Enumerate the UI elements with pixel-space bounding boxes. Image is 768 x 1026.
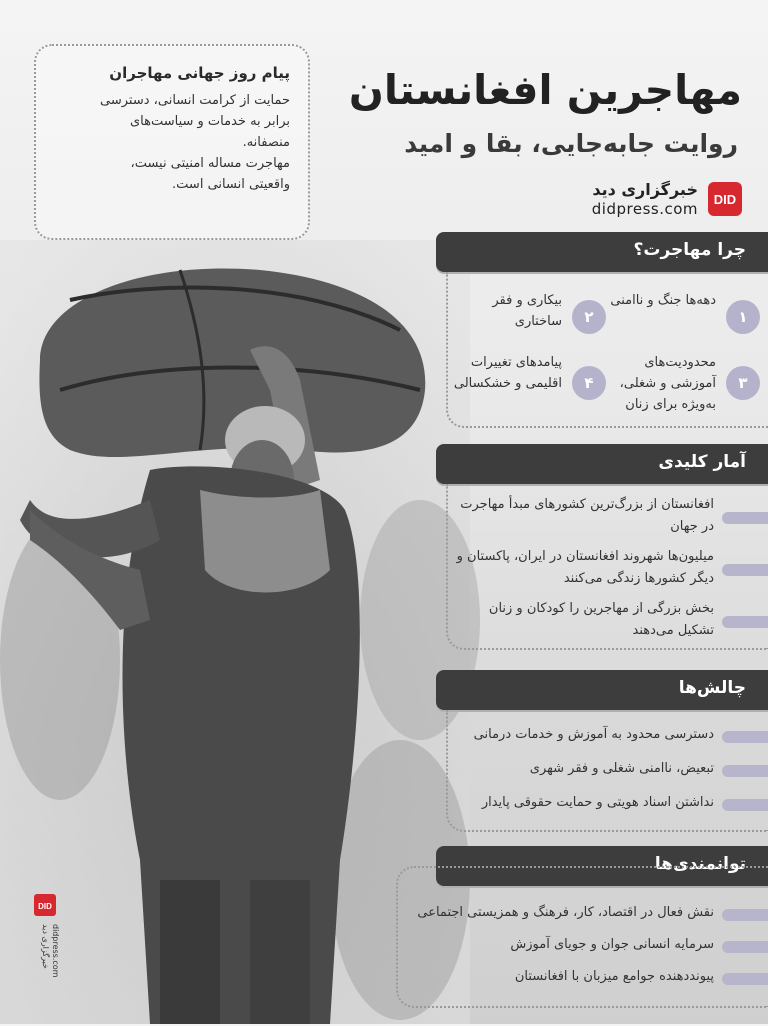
item-bar	[722, 909, 768, 921]
reason-item	[446, 290, 606, 354]
item-bar	[722, 941, 768, 953]
stat-item	[446, 598, 768, 644]
reason-item	[446, 352, 606, 416]
section-challenges-header	[436, 670, 768, 710]
item-bar	[722, 564, 768, 576]
section-capacities-title: توانمندی‌ها	[654, 854, 746, 874]
challenge-text: تبعیض، ناامنی شغلی و فقر شهری	[529, 761, 714, 776]
reason-text: بیکاری و فقر ساختاری	[492, 293, 562, 329]
message-line: مهاجرت مساله امنیتی نیست،	[130, 156, 290, 171]
section-stats-title: آمار کلیدی	[658, 452, 746, 472]
logo-site: didpress.com	[591, 200, 698, 218]
challenge-text: نداشتن اسناد هویتی و حمایت حقوقی پایدار	[481, 795, 714, 810]
reason-text: محدودیت‌های آموزشی و شغلی، به‌ویژه برای زنان	[619, 355, 716, 412]
did-badge-icon	[708, 182, 742, 216]
stat-item	[446, 546, 768, 592]
capacity-item	[398, 902, 768, 928]
challenge-text: دسترسی محدود به آموزش و خدمات درمانی	[473, 727, 714, 742]
page-title: مهاجرین افغانستان	[348, 66, 742, 114]
capacity-item	[398, 966, 768, 992]
svg-text:خبرگزاری دید: خبرگزاری دید	[41, 924, 50, 969]
section-challenges-title: چالش‌ها	[678, 678, 746, 698]
capacity-item	[398, 934, 768, 960]
message-line: واقعیتی انسانی است.	[172, 177, 290, 192]
challenge-item	[446, 792, 768, 818]
reason-text: دهه‌ها جنگ و ناامنی	[610, 293, 716, 308]
section-why-title: چرا مهاجرت؟	[633, 240, 746, 260]
stat-text: بخش بزرگی از مهاجرین را کودکان و زنان تشکیل می‌دهند	[488, 601, 714, 638]
capacity-text: سرمایه انسانی جوان و جویای آموزش	[510, 937, 714, 952]
message-line: منصفانه.	[242, 135, 290, 150]
capacity-text: نقش فعال در اقتصاد، کار، فرهنگ و همزیستی اجتماعی	[417, 905, 714, 920]
reason-number: ۲	[572, 300, 606, 334]
page-subtitle: روایت جابه‌جایی، بقا و امید	[404, 129, 738, 158]
message-title: پیام روز جهانی مهاجران	[109, 64, 290, 82]
logo-name: خبرگزاری دید	[592, 180, 698, 199]
item-bar	[722, 731, 768, 743]
message-line: حمایت از کرامت انسانی، دسترسی	[100, 93, 290, 108]
item-bar	[722, 765, 768, 777]
challenge-item	[446, 724, 768, 750]
svg-text:DID: DID	[38, 902, 52, 911]
didpress-logo	[542, 178, 742, 222]
reason-text: پیامدهای تغییرات اقلیمی و خشکسالی	[453, 355, 562, 391]
reason-item	[600, 352, 760, 416]
section-stats-header	[436, 444, 768, 484]
svg-text:DID: DID	[713, 192, 737, 207]
svg-text:didpress.com: didpress.com	[51, 924, 60, 978]
challenge-item	[446, 758, 768, 784]
item-bar	[722, 799, 768, 811]
message-body	[54, 90, 290, 195]
stat-text: میلیون‌ها شهروند افغانستان در ایران، پاکستان و دیگر کشورها زندگی می‌کنند	[456, 549, 714, 586]
item-bar	[722, 973, 768, 985]
section-why-header	[436, 232, 768, 272]
reason-number: ۱	[726, 300, 760, 334]
message-line: برابر به خدمات و سیاست‌های	[129, 114, 290, 129]
message-box	[34, 44, 310, 240]
stat-text: افغانستان از بزرگ‌ترین کشورهای مبدأ مهاجرت در جهان	[460, 497, 714, 534]
stat-item	[446, 494, 768, 540]
reason-item	[600, 290, 760, 354]
item-bar	[722, 616, 768, 628]
reason-number: ۳	[726, 366, 760, 400]
side-watermark-logo	[34, 894, 60, 1026]
capacity-text: پیونددهنده جوامع میزبان با افغانستان	[514, 969, 714, 984]
reason-number: ۴	[572, 366, 606, 400]
item-bar	[722, 512, 768, 524]
